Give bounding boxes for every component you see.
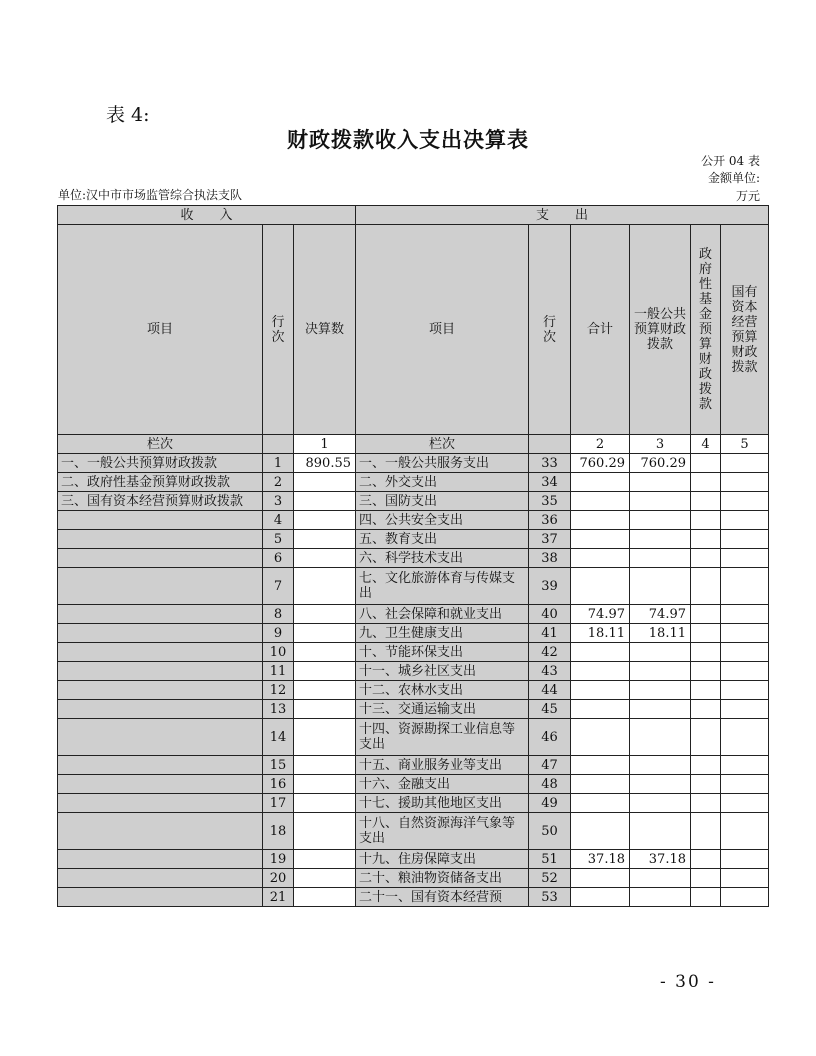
expense-total-cell bbox=[571, 511, 630, 530]
expense-state-capital-cell bbox=[721, 681, 769, 700]
header-general-budget: 一般公共 预算财政 拨款 bbox=[630, 225, 691, 435]
income-item-cell bbox=[58, 756, 263, 775]
expense-state-capital-cell bbox=[721, 756, 769, 775]
income-row-no-cell: 16 bbox=[263, 775, 294, 794]
page-number: - 30 - bbox=[660, 972, 716, 992]
expense-row-no-cell: 39 bbox=[529, 568, 571, 605]
income-amount-cell bbox=[294, 473, 356, 492]
expense-gov-fund-cell bbox=[691, 624, 721, 643]
income-item-cell bbox=[58, 681, 263, 700]
expense-item-cell: 四、公共安全支出 bbox=[356, 511, 529, 530]
expense-general-budget-cell bbox=[630, 492, 691, 511]
expense-row-no-cell: 53 bbox=[529, 888, 571, 907]
expense-state-capital-cell bbox=[721, 473, 769, 492]
income-row-no-cell: 9 bbox=[263, 624, 294, 643]
table-row bbox=[58, 775, 769, 794]
table-row bbox=[58, 756, 769, 775]
colnum-5: 5 bbox=[721, 435, 769, 454]
expense-gov-fund-cell bbox=[691, 643, 721, 662]
expense-item-cell: 七、文化旅游体育与传媒支出 bbox=[356, 568, 529, 605]
expense-row-no-cell: 47 bbox=[529, 756, 571, 775]
expense-item-cell: 二十一、国有资本经营预 bbox=[356, 888, 529, 907]
header-state-capital: 国有 资本 经营 预算 财政 拨款 bbox=[721, 225, 769, 435]
income-item-cell bbox=[58, 662, 263, 681]
expense-general-budget-cell bbox=[630, 794, 691, 813]
income-amount-cell bbox=[294, 530, 356, 549]
expense-gov-fund-cell bbox=[691, 719, 721, 756]
income-item-cell: 三、国有资本经营预算财政拨款 bbox=[58, 492, 263, 511]
expense-row-no-cell: 43 bbox=[529, 662, 571, 681]
expense-item-cell: 十九、住房保障支出 bbox=[356, 850, 529, 869]
expense-row-no-cell: 37 bbox=[529, 530, 571, 549]
colnum-label-2: 栏次 bbox=[356, 435, 529, 454]
expense-general-budget-cell bbox=[630, 775, 691, 794]
expense-general-budget-cell bbox=[630, 530, 691, 549]
expense-section-header: 支 出 bbox=[356, 206, 769, 225]
expense-state-capital-cell bbox=[721, 568, 769, 605]
expense-total-cell: 37.18 bbox=[571, 850, 630, 869]
expense-item-cell: 十四、资源勘探工业信息等支出 bbox=[356, 719, 529, 756]
expense-row-no-cell: 40 bbox=[529, 605, 571, 624]
amount-unit-label: 金额单位: bbox=[707, 171, 760, 185]
expense-gov-fund-cell bbox=[691, 794, 721, 813]
income-row-no-cell: 7 bbox=[263, 568, 294, 605]
colnum-2: 2 bbox=[571, 435, 630, 454]
income-item-cell bbox=[58, 568, 263, 605]
income-item-cell bbox=[58, 530, 263, 549]
income-row-no-cell: 15 bbox=[263, 756, 294, 775]
header-gov-fund: 政 府 性 基 金 预 算 财 政 拨 款 bbox=[691, 225, 721, 435]
header-total: 合计 bbox=[571, 225, 630, 435]
expense-general-budget-cell bbox=[630, 568, 691, 605]
expense-row-no-cell: 45 bbox=[529, 700, 571, 719]
income-row-no-cell: 8 bbox=[263, 605, 294, 624]
expense-total-cell: 74.97 bbox=[571, 605, 630, 624]
income-item-cell bbox=[58, 850, 263, 869]
income-amount-cell bbox=[294, 605, 356, 624]
income-row-no-cell: 3 bbox=[263, 492, 294, 511]
income-amount-cell bbox=[294, 624, 356, 643]
expense-gov-fund-cell bbox=[691, 454, 721, 473]
header-income-item: 项目 bbox=[58, 225, 263, 435]
expense-total-cell bbox=[571, 869, 630, 888]
income-row-no-cell: 17 bbox=[263, 794, 294, 813]
income-amount-cell bbox=[294, 549, 356, 568]
expense-general-budget-cell: 74.97 bbox=[630, 605, 691, 624]
income-amount-cell bbox=[294, 681, 356, 700]
expense-row-no-cell: 49 bbox=[529, 794, 571, 813]
expense-general-budget-cell bbox=[630, 662, 691, 681]
expense-total-cell bbox=[571, 662, 630, 681]
table-row bbox=[58, 511, 769, 530]
income-row-no-cell: 1 bbox=[263, 454, 294, 473]
table-row bbox=[58, 568, 769, 605]
expense-state-capital-cell bbox=[721, 813, 769, 850]
expense-general-budget-cell bbox=[630, 719, 691, 756]
income-item-cell: 一、一般公共预算财政拨款 bbox=[58, 454, 263, 473]
expense-general-budget-cell bbox=[630, 643, 691, 662]
expense-total-cell: 18.11 bbox=[571, 624, 630, 643]
income-item-cell: 二、政府性基金预算财政拨款 bbox=[58, 473, 263, 492]
expense-gov-fund-cell bbox=[691, 492, 721, 511]
expense-gov-fund-cell bbox=[691, 700, 721, 719]
expense-state-capital-cell bbox=[721, 549, 769, 568]
expense-total-cell bbox=[571, 643, 630, 662]
colnum-1: 1 bbox=[294, 435, 356, 454]
expense-item-cell: 六、科学技术支出 bbox=[356, 549, 529, 568]
table-tag: 表 4: bbox=[106, 104, 150, 126]
expense-general-budget-cell bbox=[630, 511, 691, 530]
income-row-no-cell: 4 bbox=[263, 511, 294, 530]
income-row-no-cell: 14 bbox=[263, 719, 294, 756]
expense-total-cell: 760.29 bbox=[571, 454, 630, 473]
expense-item-cell: 八、社会保障和就业支出 bbox=[356, 605, 529, 624]
expense-gov-fund-cell bbox=[691, 662, 721, 681]
expense-total-cell bbox=[571, 549, 630, 568]
income-amount-cell bbox=[294, 813, 356, 850]
income-amount-cell bbox=[294, 719, 356, 756]
expense-general-budget-cell bbox=[630, 700, 691, 719]
income-item-cell bbox=[58, 794, 263, 813]
table-row bbox=[58, 624, 769, 643]
table-row bbox=[58, 662, 769, 681]
expense-state-capital-cell bbox=[721, 888, 769, 907]
expense-total-cell bbox=[571, 568, 630, 605]
expense-item-cell: 十七、援助其他地区支出 bbox=[356, 794, 529, 813]
table-row bbox=[58, 530, 769, 549]
expense-item-cell: 二、外交支出 bbox=[356, 473, 529, 492]
table-row bbox=[58, 869, 769, 888]
colnum-4: 4 bbox=[691, 435, 721, 454]
table-row bbox=[58, 454, 769, 473]
expense-total-cell bbox=[571, 681, 630, 700]
expense-item-cell: 二十、粮油物资储备支出 bbox=[356, 869, 529, 888]
income-item-cell bbox=[58, 775, 263, 794]
expense-item-cell: 三、国防支出 bbox=[356, 492, 529, 511]
expense-total-cell bbox=[571, 700, 630, 719]
section-header-row bbox=[58, 206, 769, 225]
table-row bbox=[58, 549, 769, 568]
page-title: 财政拨款收入支出决算表 bbox=[287, 127, 529, 152]
income-item-cell bbox=[58, 700, 263, 719]
expense-state-capital-cell bbox=[721, 454, 769, 473]
expense-gov-fund-cell bbox=[691, 530, 721, 549]
expense-state-capital-cell bbox=[721, 492, 769, 511]
expense-row-no-cell: 35 bbox=[529, 492, 571, 511]
table-row bbox=[58, 700, 769, 719]
expense-gov-fund-cell bbox=[691, 549, 721, 568]
expense-general-budget-cell bbox=[630, 756, 691, 775]
income-amount-cell bbox=[294, 643, 356, 662]
income-section-header: 收 入 bbox=[58, 206, 356, 225]
expense-gov-fund-cell bbox=[691, 511, 721, 530]
table-row bbox=[58, 643, 769, 662]
expense-total-cell bbox=[571, 719, 630, 756]
expense-total-cell bbox=[571, 530, 630, 549]
income-row-no-cell: 21 bbox=[263, 888, 294, 907]
expense-general-budget-cell: 760.29 bbox=[630, 454, 691, 473]
expense-state-capital-cell bbox=[721, 700, 769, 719]
colnum-label: 栏次 bbox=[58, 435, 263, 454]
income-row-no-cell: 12 bbox=[263, 681, 294, 700]
income-amount-cell bbox=[294, 511, 356, 530]
column-header-row bbox=[58, 225, 769, 435]
expense-general-budget-cell bbox=[630, 888, 691, 907]
expense-total-cell bbox=[571, 813, 630, 850]
header-final-amount: 决算数 bbox=[294, 225, 356, 435]
income-amount-cell bbox=[294, 756, 356, 775]
colnum-3: 3 bbox=[630, 435, 691, 454]
income-row-no-cell: 5 bbox=[263, 530, 294, 549]
income-item-cell bbox=[58, 605, 263, 624]
fiscal-appropriation-table bbox=[57, 205, 769, 907]
expense-total-cell bbox=[571, 492, 630, 511]
table-row bbox=[58, 850, 769, 869]
income-row-no-cell: 20 bbox=[263, 869, 294, 888]
colnum-empty-2 bbox=[529, 435, 571, 454]
table-row bbox=[58, 794, 769, 813]
expense-row-no-cell: 51 bbox=[529, 850, 571, 869]
expense-gov-fund-cell bbox=[691, 756, 721, 775]
header-income-row-no: 行 次 bbox=[263, 225, 294, 435]
expense-row-no-cell: 46 bbox=[529, 719, 571, 756]
expense-row-no-cell: 41 bbox=[529, 624, 571, 643]
expense-state-capital-cell bbox=[721, 775, 769, 794]
expense-row-no-cell: 50 bbox=[529, 813, 571, 850]
expense-item-cell: 一、一般公共服务支出 bbox=[356, 454, 529, 473]
expense-total-cell bbox=[571, 794, 630, 813]
income-item-cell bbox=[58, 719, 263, 756]
expense-row-no-cell: 36 bbox=[529, 511, 571, 530]
expense-state-capital-cell bbox=[721, 643, 769, 662]
income-amount-cell: 890.55 bbox=[294, 454, 356, 473]
expense-item-cell: 五、教育支出 bbox=[356, 530, 529, 549]
expense-state-capital-cell bbox=[721, 794, 769, 813]
income-item-cell bbox=[58, 643, 263, 662]
expense-row-no-cell: 34 bbox=[529, 473, 571, 492]
expense-state-capital-cell bbox=[721, 530, 769, 549]
income-amount-cell bbox=[294, 850, 356, 869]
column-number-row bbox=[58, 435, 769, 454]
expense-gov-fund-cell bbox=[691, 473, 721, 492]
income-row-no-cell: 10 bbox=[263, 643, 294, 662]
form-number: 公开 04 表 bbox=[701, 154, 760, 168]
expense-state-capital-cell bbox=[721, 662, 769, 681]
expense-state-capital-cell bbox=[721, 624, 769, 643]
expense-row-no-cell: 44 bbox=[529, 681, 571, 700]
expense-row-no-cell: 48 bbox=[529, 775, 571, 794]
income-item-cell bbox=[58, 624, 263, 643]
colnum-empty bbox=[263, 435, 294, 454]
expense-item-cell: 九、卫生健康支出 bbox=[356, 624, 529, 643]
table-row bbox=[58, 605, 769, 624]
income-item-cell bbox=[58, 813, 263, 850]
reporting-unit: 单位:汉中市市场监管综合执法支队 bbox=[58, 188, 243, 202]
expense-total-cell bbox=[571, 888, 630, 907]
income-amount-cell bbox=[294, 775, 356, 794]
income-amount-cell bbox=[294, 492, 356, 511]
expense-item-cell: 十二、农林水支出 bbox=[356, 681, 529, 700]
expense-item-cell: 十八、自然资源海洋气象等支出 bbox=[356, 813, 529, 850]
income-item-cell bbox=[58, 869, 263, 888]
header-expense-row-no: 行 次 bbox=[529, 225, 571, 435]
table-row bbox=[58, 888, 769, 907]
expense-general-budget-cell bbox=[630, 681, 691, 700]
expense-gov-fund-cell bbox=[691, 813, 721, 850]
table-row bbox=[58, 681, 769, 700]
header-expense-item: 项目 bbox=[356, 225, 529, 435]
amount-unit: 万元 bbox=[735, 189, 760, 203]
expense-total-cell bbox=[571, 775, 630, 794]
expense-general-budget-cell bbox=[630, 869, 691, 888]
income-amount-cell bbox=[294, 700, 356, 719]
expense-general-budget-cell: 37.18 bbox=[630, 850, 691, 869]
income-row-no-cell: 11 bbox=[263, 662, 294, 681]
expense-state-capital-cell bbox=[721, 511, 769, 530]
expense-gov-fund-cell bbox=[691, 869, 721, 888]
expense-state-capital-cell bbox=[721, 869, 769, 888]
expense-general-budget-cell bbox=[630, 473, 691, 492]
expense-item-cell: 十一、城乡社区支出 bbox=[356, 662, 529, 681]
expense-gov-fund-cell bbox=[691, 605, 721, 624]
expense-gov-fund-cell bbox=[691, 850, 721, 869]
expense-state-capital-cell bbox=[721, 605, 769, 624]
expense-gov-fund-cell bbox=[691, 681, 721, 700]
expense-general-budget-cell: 18.11 bbox=[630, 624, 691, 643]
table-row bbox=[58, 492, 769, 511]
income-amount-cell bbox=[294, 662, 356, 681]
income-amount-cell bbox=[294, 869, 356, 888]
expense-row-no-cell: 42 bbox=[529, 643, 571, 662]
income-item-cell bbox=[58, 549, 263, 568]
income-row-no-cell: 2 bbox=[263, 473, 294, 492]
expense-state-capital-cell bbox=[721, 719, 769, 756]
expense-total-cell bbox=[571, 473, 630, 492]
income-item-cell bbox=[58, 511, 263, 530]
expense-item-cell: 十三、交通运输支出 bbox=[356, 700, 529, 719]
income-amount-cell bbox=[294, 794, 356, 813]
expense-item-cell: 十五、商业服务业等支出 bbox=[356, 756, 529, 775]
expense-state-capital-cell bbox=[721, 850, 769, 869]
income-row-no-cell: 13 bbox=[263, 700, 294, 719]
table-row bbox=[58, 719, 769, 756]
expense-total-cell bbox=[571, 756, 630, 775]
expense-row-no-cell: 33 bbox=[529, 454, 571, 473]
expense-row-no-cell: 52 bbox=[529, 869, 571, 888]
expense-general-budget-cell bbox=[630, 549, 691, 568]
income-item-cell bbox=[58, 888, 263, 907]
expense-gov-fund-cell bbox=[691, 888, 721, 907]
expense-gov-fund-cell bbox=[691, 775, 721, 794]
expense-gov-fund-cell bbox=[691, 568, 721, 605]
expense-item-cell: 十六、金融支出 bbox=[356, 775, 529, 794]
table-row bbox=[58, 473, 769, 492]
table-row bbox=[58, 813, 769, 850]
expense-general-budget-cell bbox=[630, 813, 691, 850]
income-row-no-cell: 6 bbox=[263, 549, 294, 568]
expense-row-no-cell: 38 bbox=[529, 549, 571, 568]
income-amount-cell bbox=[294, 888, 356, 907]
income-row-no-cell: 19 bbox=[263, 850, 294, 869]
income-amount-cell bbox=[294, 568, 356, 605]
expense-item-cell: 十、节能环保支出 bbox=[356, 643, 529, 662]
income-row-no-cell: 18 bbox=[263, 813, 294, 850]
